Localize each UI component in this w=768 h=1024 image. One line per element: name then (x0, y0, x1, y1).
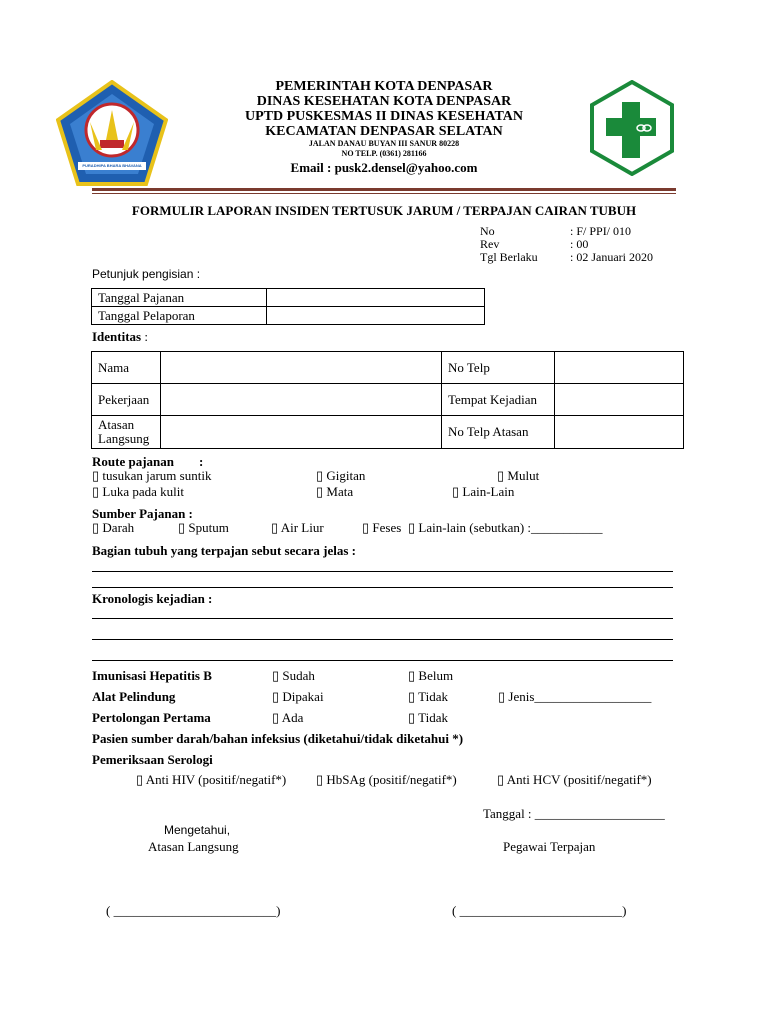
atasan-signature-line[interactable]: ( _________________________) (106, 903, 281, 918)
checkbox-icon[interactable]: ▯ (316, 468, 324, 483)
checkbox-icon[interactable]: ▯ (497, 772, 505, 787)
checkbox-icon[interactable]: ▯ (452, 484, 460, 499)
alat-option-tidak[interactable] (408, 689, 448, 705)
checkbox-icon[interactable]: ▯ (272, 710, 280, 725)
sumber-option-darah[interactable] (92, 520, 134, 536)
letterhead-line-2: DINAS KESEHATAN KOTA DENPASAR (256, 94, 512, 109)
serologi-option-label: HbSAg (positif/negatif*) (323, 772, 457, 787)
no-telp-atasan-field[interactable] (555, 416, 684, 449)
kronologis-line[interactable] (92, 618, 673, 619)
route-option-luka[interactable] (92, 484, 184, 500)
identitas-heading (92, 329, 148, 345)
sumber-option-label: Darah (99, 520, 135, 535)
pertolongan-option-ada[interactable] (272, 710, 303, 726)
puskesmas-logo (584, 80, 680, 176)
checkbox-icon[interactable]: ▯ (271, 520, 279, 535)
pertolongan-label: Pertolongan Pertama (92, 710, 211, 725)
checkbox-icon[interactable]: ▯ (272, 668, 280, 683)
atasan-label-line-2: Langsung (98, 431, 150, 446)
alat-option-label: Jenis__________________ (505, 689, 652, 704)
route-option-tusukan[interactable] (92, 468, 211, 484)
tanggal-field[interactable]: Tanggal : ____________________ (483, 806, 665, 821)
no-telp-label: No Telp (442, 352, 555, 384)
pegawai-terpajan-label: Pegawai Terpajan (503, 839, 596, 854)
tempat-kejadian-field[interactable] (555, 384, 684, 416)
sumber-option-air-liur[interactable] (271, 520, 324, 536)
letterhead-address: JALAN DANAU BUYAN III SANUR 80228 (308, 139, 460, 148)
alat-option-label: Dipakai (279, 689, 324, 704)
pemkot-logo-motto: PURADHIPA BHARA BHAVANA (82, 163, 142, 168)
checkbox-icon[interactable]: ▯ (408, 710, 416, 725)
sumber-option-label: Sputum (185, 520, 229, 535)
atasan-langsung-field[interactable] (161, 416, 442, 449)
identitas-heading-text: Identitas (92, 329, 142, 344)
imunisasi-label: Imunisasi Hepatitis B (92, 668, 212, 683)
header-rule-thin (92, 193, 676, 194)
letterhead-line-3: UPTD PUSKESMAS II DINAS KESEHATAN (245, 109, 523, 124)
sumber-option-lain[interactable] (408, 520, 603, 536)
alat-option-label: Tidak (415, 689, 449, 704)
sumber-option-sputum[interactable] (178, 520, 229, 536)
route-option-mulut[interactable] (497, 468, 539, 484)
serologi-option-hbsag[interactable] (316, 772, 457, 788)
letterhead-line-4: KECAMATAN DENPASAR SELATAN (265, 124, 503, 139)
serologi-option-label: Anti HIV (positif/negatif*) (143, 772, 287, 787)
checkbox-icon[interactable]: ▯ (497, 468, 505, 483)
imunisasi-option-label: Sudah (279, 668, 315, 683)
sumber-option-label: Air Liur (278, 520, 324, 535)
tanggal-pajanan-label: Tanggal Pajanan (92, 289, 267, 307)
imunisasi-option-sudah[interactable] (272, 668, 315, 684)
checkbox-icon[interactable]: ▯ (92, 520, 100, 535)
pegawai-signature-line[interactable]: ( _________________________) (452, 903, 627, 918)
tanggal-pelaporan-label: Tanggal Pelaporan (92, 307, 267, 325)
checkbox-icon[interactable]: ▯ (136, 772, 144, 787)
route-option-label: tusukan jarum suntik (99, 468, 212, 483)
dates-table (91, 288, 485, 325)
tanggal-pajanan-field[interactable] (267, 289, 485, 307)
identitas-table (91, 351, 684, 449)
checkbox-icon[interactable]: ▯ (92, 484, 100, 499)
kronologis-label: Kronologis kejadian : (92, 591, 213, 606)
checkbox-icon[interactable]: ▯ (408, 689, 416, 704)
alat-option-jenis[interactable] (498, 689, 651, 705)
alat-option-dipakai[interactable] (272, 689, 324, 705)
route-option-label: Gigitan (323, 468, 366, 483)
checkbox-icon[interactable]: ▯ (178, 520, 186, 535)
bagian-tubuh-line[interactable] (92, 571, 673, 572)
atasan-langsung-label (92, 416, 161, 449)
doc-info-label: Rev (480, 237, 500, 251)
kronologis-line[interactable] (92, 639, 673, 640)
kronologis-line[interactable] (92, 660, 673, 661)
route-option-label: Mata (323, 484, 354, 499)
checkbox-icon[interactable]: ▯ (316, 484, 324, 499)
alat-label: Alat Pelindung (92, 689, 176, 704)
sumber-option-label: Feses (369, 520, 402, 535)
serologi-option-hiv[interactable] (136, 772, 286, 788)
tanggal-pelaporan-field[interactable] (267, 307, 485, 325)
doc-info-value: : 02 Januari 2020 (570, 250, 653, 264)
pekerjaan-label: Pekerjaan (92, 384, 161, 416)
tempat-kejadian-label: Tempat Kejadian (442, 384, 555, 416)
route-option-lain[interactable] (452, 484, 514, 500)
route-colon: : (199, 454, 204, 469)
imunisasi-option-label: Belum (415, 668, 454, 683)
letterhead-email: Email : pusk2.densel@yahoo.com (290, 160, 478, 175)
doc-info-value: : F/ PPI/ 010 (570, 224, 632, 238)
no-telp-field[interactable] (555, 352, 684, 384)
route-option-label: Mulut (504, 468, 540, 483)
doc-info-value: : 00 (570, 237, 589, 251)
letterhead (184, 79, 584, 176)
route-option-mata[interactable] (316, 484, 353, 500)
petunjuk-label: Petunjuk pengisian : (92, 267, 201, 281)
serologi-option-hcv[interactable] (497, 772, 652, 788)
puskesmas-cross-icon (584, 80, 680, 176)
checkbox-icon[interactable]: ▯ (498, 689, 506, 704)
sumber-option-feses[interactable] (362, 520, 401, 536)
serologi-option-label: Anti HCV (positif/negatif*) (504, 772, 652, 787)
serologi-label: Pemeriksaan Serologi (92, 752, 213, 767)
letterhead-phone: NO TELP. (0361) 281166 (341, 149, 427, 158)
checkbox-icon[interactable]: ▯ (316, 772, 324, 787)
pasien-sumber-label: Pasien sumber darah/bahan infeksius (diketahui/tidak diketahui *) (92, 731, 464, 746)
pekerjaan-field[interactable] (161, 384, 442, 416)
bagian-tubuh-line[interactable] (92, 587, 673, 588)
pertolongan-option-tidak[interactable] (408, 710, 448, 726)
atasan-label-line-1: Atasan (98, 417, 135, 432)
route-option-label: Lain-Lain (459, 484, 515, 499)
mengetahui-label: Mengetahui, (164, 823, 231, 837)
checkbox-icon[interactable]: ▯ (408, 668, 416, 683)
checkbox-icon[interactable]: ▯ (408, 520, 416, 535)
pemkot-logo (56, 80, 168, 186)
pertolongan-option-label: Ada (279, 710, 304, 725)
checkbox-icon[interactable]: ▯ (92, 468, 100, 483)
letterhead-line-1: PEMERINTAH KOTA DENPASAR (275, 79, 493, 94)
doc-info-label: Tgl Berlaku (480, 250, 538, 264)
atasan-langsung-sign-label: Atasan Langsung (148, 839, 239, 854)
sumber-heading: Sumber Pajanan : (92, 506, 193, 521)
nama-label: Nama (92, 352, 161, 384)
nama-field[interactable] (161, 352, 442, 384)
header-rule (92, 188, 676, 191)
identitas-colon: : (141, 329, 148, 344)
doc-info-label: No (480, 224, 495, 238)
bagian-tubuh-label: Bagian tubuh yang terpajan sebut secara jelas : (92, 543, 356, 558)
form-title: FORMULIR LAPORAN INSIDEN TERTUSUK JARUM / TERPAJAN CAIRAN TUBUH (131, 203, 637, 218)
checkbox-icon[interactable]: ▯ (362, 520, 370, 535)
route-heading: Route pajanan (92, 454, 174, 469)
no-telp-atasan-label: No Telp Atasan (442, 416, 555, 449)
route-option-label: Luka pada kulit (99, 484, 184, 499)
imunisasi-option-belum[interactable] (408, 668, 453, 684)
pertolongan-option-label: Tidak (415, 710, 449, 725)
route-option-gigitan[interactable] (316, 468, 365, 484)
pemkot-emblem-icon (56, 80, 168, 186)
checkbox-icon[interactable]: ▯ (272, 689, 280, 704)
sumber-option-label: Lain-lain (sebutkan) :___________ (415, 520, 603, 535)
